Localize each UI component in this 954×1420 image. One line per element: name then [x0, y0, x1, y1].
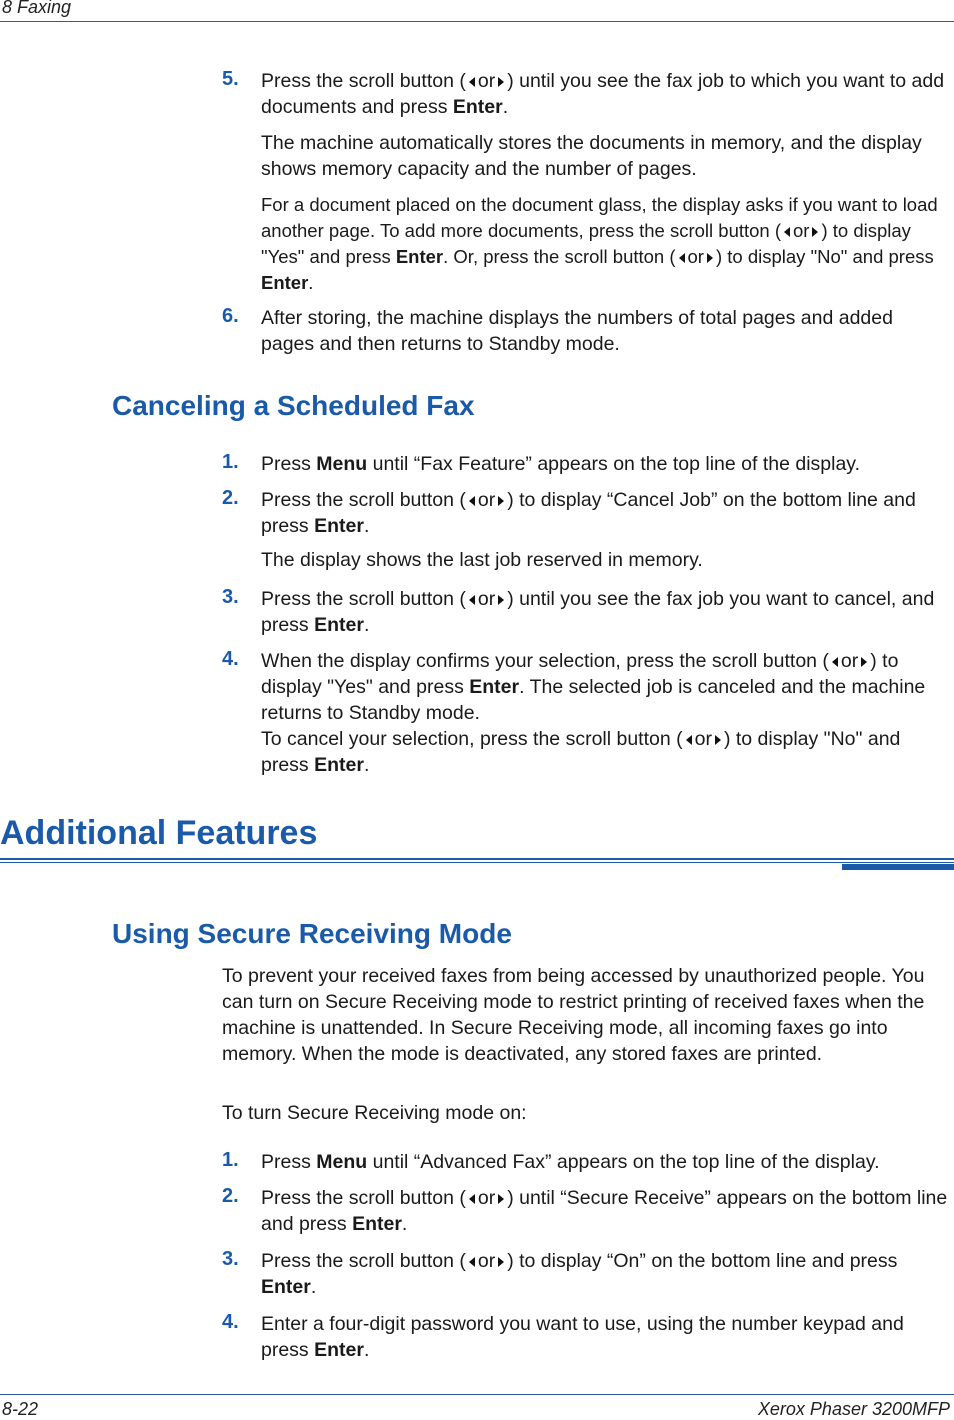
scroll-left-icon	[679, 253, 685, 263]
step-number: 4.	[222, 648, 239, 670]
scroll-left-icon	[469, 77, 475, 87]
product-name: Xerox Phaser 3200MFP	[757, 1399, 950, 1419]
step-text: When the display confirms your selection, press the scroll button ( or ) to display "Yes" and press Enter. The selected job is canceled and the machine returns to Standby mode. To cancel your selection, press the scroll button ( or ) to display "No" and press Enter.	[261, 650, 926, 776]
scroll-left-icon	[469, 1194, 475, 1204]
heading-rule	[0, 858, 954, 860]
scroll-right-icon	[498, 1257, 504, 1267]
step-note: For a document placed on the document glass, the display asks if you want to load another page. To add more documents, press the scroll button ( or ) to display "Yes" and press Enter. Or, press the scroll button ( or ) to display "No" and press Enter.	[261, 194, 938, 293]
header-rule	[0, 21, 954, 22]
scroll-right-icon	[715, 735, 721, 745]
heading-rule	[0, 862, 954, 863]
scroll-right-icon	[498, 595, 504, 605]
step-text: Press the scroll button ( or ) to display “Cancel Job” on the bottom line and press Enter.	[261, 489, 916, 537]
step-text: Press Menu until “Advanced Fax” appears on the top line of the display.	[261, 1151, 880, 1173]
scroll-left-icon	[686, 735, 692, 745]
step-number: 2.	[222, 1185, 239, 1207]
step-number: 6.	[222, 305, 239, 327]
body-paragraph: To turn Secure Receiving mode on:	[222, 1102, 527, 1124]
step-text: After storing, the machine displays the numbers of total pages and added pages and then returns to Standby mode.	[261, 307, 893, 355]
step-text: Press the scroll button ( or ) until you see the fax job you want to cancel, and press Enter.	[261, 588, 935, 636]
section-heading: Canceling a Scheduled Fax	[112, 390, 475, 421]
step-number: 1.	[222, 451, 239, 473]
step-text: Press the scroll button ( or ) to display “On” on the bottom line and press Enter.	[261, 1250, 898, 1298]
scroll-left-icon	[832, 657, 838, 667]
scroll-left-icon	[469, 595, 475, 605]
step-number: 3.	[222, 1248, 239, 1270]
page-number: 8-22	[2, 1399, 39, 1419]
scroll-left-icon	[784, 227, 790, 237]
step-number: 4.	[222, 1311, 239, 1333]
running-header: 8 Faxing	[2, 0, 72, 17]
step-text: Enter a four-digit password you want to use, using the number keypad and press Enter.	[261, 1313, 904, 1361]
scroll-right-icon	[812, 227, 818, 237]
step-note: The display shows the last job reserved in memory.	[261, 549, 703, 571]
scroll-right-icon	[861, 657, 867, 667]
scroll-right-icon	[498, 496, 504, 506]
step-text: Press the scroll button ( or ) until “Secure Receive” appears on the bottom line and press Enter.	[261, 1187, 948, 1235]
step-number: 3.	[222, 586, 239, 608]
scroll-right-icon	[707, 253, 713, 263]
body-paragraph: To prevent your received faxes from being accessed by unauthorized people. You can turn on Secure Receiving mode to restrict printing of received faxes when the machine is unattended. In Secure Receiving mode, all incoming faxes go into memory. When the mode is deactivated, any stored faxes are printed.	[222, 965, 925, 1065]
scroll-right-icon	[498, 77, 504, 87]
chapter-heading: Additional Features	[0, 814, 318, 852]
step-text: Press Menu until “Fax Feature” appears on the top line of the display.	[261, 453, 861, 475]
step-number: 2.	[222, 487, 239, 509]
scroll-left-icon	[469, 1257, 475, 1267]
step-number: 1.	[222, 1149, 239, 1171]
step-note: The machine automatically stores the documents in memory, and the display shows memory capacity and the number of pages.	[261, 132, 922, 180]
step-number: 5.	[222, 68, 239, 90]
scroll-left-icon	[469, 496, 475, 506]
section-heading: Using Secure Receiving Mode	[112, 918, 512, 949]
scroll-right-icon	[498, 1194, 504, 1204]
heading-accent-bar	[842, 864, 954, 870]
footer-rule	[0, 1394, 954, 1395]
step-text: Press the scroll button ( or ) until you see the fax job to which you want to add documents and press Enter.	[261, 70, 945, 118]
